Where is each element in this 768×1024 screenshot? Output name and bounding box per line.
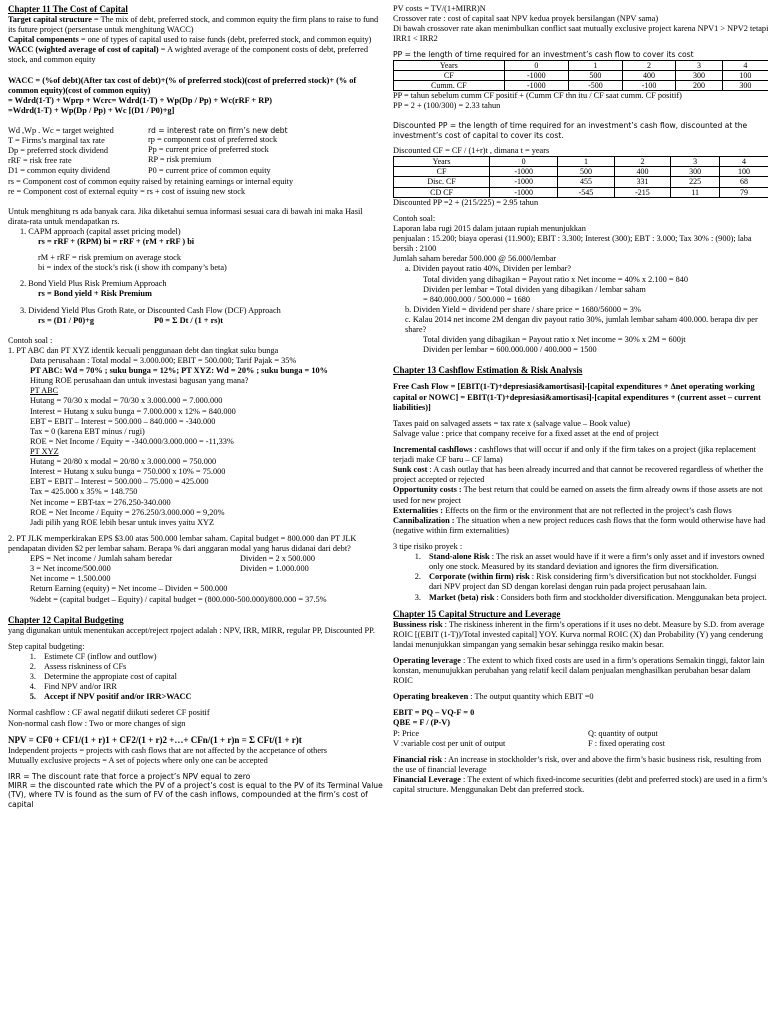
business-risk: Bussiness risk : The riskiness inherent in the firm’s operations if it uses no debt. Measure by S.D. from average ROIC [(EBIT (1-T))/Total invested capital] YOY. Kurva normal ROIC (X) dan Probability (Y) yang cenderung landai menunjukkan simpangan yang semakin besar sehingga resiko makin besar. [393,619,765,649]
example-subheading: PT XYZ [30,447,59,457]
method-capm: 1. CAPM approach (capital asset pricing model) [20,226,181,236]
example-line: 3 = Net income/500.000 [30,564,111,574]
example-line: Dividen = 1.000.000 [240,564,309,574]
table-cell: -100 [622,81,676,91]
breakeven-vars [393,729,768,749]
example-line: Net income = 1.500.000 [30,574,111,584]
example-line: EBT = EBIT – Interest = 500.000 – 75.000 = 425.000 [30,477,209,487]
capm-note-2: bi = index of the stock’s risk (i show ith company’s beta) [38,263,227,273]
pp-table [393,60,768,92]
chapter-15-title: Chapter 15 Capital Structure and Leverage [393,608,561,619]
table-cell: 100 [720,167,768,177]
table-cell: 0 [490,157,558,167]
list-item: 2. Corporate (within firm) risk : Risk considering firm’s diversification but not stockholder. Fungsi dari NPV project dan SD dengan korelasi dengan ruin pada project perusahaan lain. [414,572,757,592]
def: rRF = risk free rate [8,156,72,166]
sunk-cost: Sunk cost : A cash outlay that has been already incurred and that cannot be recovered regardless of whether the project accepted or rejected [393,465,764,485]
example-line: Total dividen yang dibagikan = Payout ratio x Net income = 40% x 2.100 = 840 [423,274,689,284]
salvage-tax: Taxes paid on salvaged assets = tax rate x (salvage value – Book value) [393,418,631,428]
mirr-definition: MIRR = the discounted rate which the PV of a project’s cost is equal to the PV of its Terminal Value (TV), where TV is found as the sum of FV of the cash inflows, compounded at the firm’s cost of capital [8,781,383,809]
nonnormal-cashflow: Non-normal cash flow : Two or more changes of sign [8,718,186,728]
financial-leverage: Financial Leverage : The extent of which fixed-income securities (debt and preferred stock) are used in a firm’s capital structure. Menggunakan Debt dan preferred stock. [393,775,768,795]
example-line: c. Kalau 2014 net income 2M dengan div payout ratio 30%, jumlah lembar saham 400.000. berapa div per share? [405,315,758,335]
dpp-table [393,156,768,198]
example-line: a. Dividen payout ratio 40%, Dividen per lembar? [405,264,572,274]
table-cell: 300 [676,70,722,80]
table-cell: 1 [569,60,623,70]
table-cell: 500 [569,70,623,80]
table-cell: -215 [614,187,671,197]
table-cell: Cumm. CF [394,81,505,91]
example-line: Hitung ROE perusahaan dan untuk investasi bagusan yang mana? [30,376,249,386]
list-item: 1. Stand-alone Risk : The risk an asset would have if it were a firm’s only asset and if investors owned only one stock. Measured by its standard deviation and ignores the firm diversification. [414,552,765,572]
financial-risk: Financial risk : An increase in stockholder’s risk, over and above the firm’s basic business risk, resulting from the use of financial leverage [393,754,762,774]
table-cell: 68 [720,177,768,187]
salvage-value: Salvage value : price that company receive for a fixed asset at the end of project [393,428,659,438]
example-line: Dividen per lembar = 600.000.000 / 400.000 = 1500 [423,345,597,355]
example-line: Jadi pilih yang ROE lebih besar untuk inves yaitu XYZ [30,517,215,527]
table-cell: 400 [622,70,676,80]
example-line: Interest = Hutang x suku bunga = 750.000 x 10% = 75.000 [30,467,226,477]
capm-formula: rs = rRF + (RPM) bi = rRF + (rM + rRF ) bi [38,237,195,247]
example-line: Hutang = 70/30 x modal = 70/30 x 3.000.000 = 7.000.000 [30,396,223,406]
steps-list [8,652,386,703]
example-line: Total dividen yang dibagikan = Payout ratio x Net income = 30% x 2M = 600jt [423,335,686,345]
example-line: Net income = EBT-tax = 276.250-340.000 [30,497,171,507]
table-row [394,70,768,80]
rs-intro: Untuk menghitung rs ada banyak cara. Jika diketahui semua informasi sesuai cara di bawah ini maka Hasil dirata-rata untuk mendapatkan rs. [8,206,363,226]
table-cell: -1000 [490,167,558,177]
table-cell: 3 [671,157,720,167]
left-column [8,4,386,809]
example-line: ROE = Net Income / Equity = -340.000/3.000.000 = -11,33% [30,436,234,446]
opportunity-costs: Opportunity costs : The best return that could be earned on assets the firm already owns if those assets are not used for new project [393,485,763,505]
right-column [393,4,768,795]
example-2: 2. PT JLK memperkirakan EPS $3.00 atas 500.000 lembar saham. Capital budget = 800.000 dan PT JLK pendapatan dividen $2 per lembar saham. Berapa % dari anggaran modal yang harus didanai dari debt? [8,533,357,553]
def: T = Firms’s marginal tax rate [8,136,105,146]
list-item: 2. Assess riskniness of CFs [29,661,127,671]
risk-list [393,552,768,603]
example-line: Jumlah saham beredar 500.000 @ 56.000/lembar [393,254,557,264]
table-cell: 2 [614,157,671,167]
capital-components: Capital components = one of types of capital used to raise funds (debt, preferred stock, and common equity) [8,35,372,45]
table-cell: CD CF [394,187,490,197]
table-cell: 2 [622,60,676,70]
example-line: Dividen = 2 x 500.000 [240,554,315,564]
crossover-rate: Crossover rate : cost of capital saat NPV kedua proyek bersilangan (NPV sama) [393,14,659,24]
dcf-formula: rs = (D1 / P0)+g P0 = Σ Dt / (1 + rs)t [38,315,224,325]
table-cell: 3 [676,60,722,70]
def: RP = risk premium [148,155,212,165]
table-cell: CF [394,70,505,80]
table-cell: -1000 [490,187,558,197]
fcf-formula: Free Cash Flow = [EBIT(1-T)+depresiasi&amortisasi]-[capital expenditures + Δnet operating working capital or NOWC] = EBIT(1-T)+depresiasi&amortisasi]-[capital expenditures + (current asset – current liabilities)] [393,382,761,412]
list-item: 3. Market (beta) risk : Considers both firm and stockholder diversification. Menggunakan beta project. [414,592,767,602]
method-bond-yield: 2. Bond Yield Plus Risk Premium Approach [20,279,167,289]
def: Wd ,Wp . Wc = target weighted [8,125,114,135]
def-rs: rs = Component cost of common equity raised by retaining earnings or internal equity [8,176,294,186]
def: P0 = current price of common equity [148,165,271,175]
example-line: = 840.000.000 / 500.000 = 1680 [423,294,531,304]
dcf-formula: Discounted CF = CF / (1+r)t , dimana t = years [393,145,550,155]
example-line: penjualan : 15.200; biaya operasi (11.900); EBIT : 3.300; Interest (300); EBT : 3.000; Tax 30% : (900); laba bersih : 2100 [393,234,752,254]
table-cell: 300 [671,167,720,177]
example-line: Hutang = 20/80 x modal = 20/80 x 3.000.000 = 750.000 [30,457,217,467]
table-row [394,177,768,187]
ebit-formula: EBIT = PQ – VQ-F = 0 [393,708,475,718]
example-line: ROE = Net Income / Equity = 276.250/3.000.000 = 9,20% [30,507,225,517]
table-cell: 11 [671,187,720,197]
example-line: EBT = EBIT – Interest = 500.000 – 840.000 = -340.000 [30,416,216,426]
pp-note: PP = tahun sebelum cumm CF positif + (Cumm CF thn itu / CF saat cumm. CF positif) [393,91,682,101]
example-line: Tax = 425.000 x 35% = 148.750 [30,487,138,497]
qbe-formula: QBE = F / (P-V) [393,718,450,728]
table-cell: Disc. CF [394,177,490,187]
dpp-definition: Discounted PP = the length of time required for an investment’s cash flow, discounted at the investment’s cost of capital to cover its cost. [393,121,748,140]
table-cell: 79 [720,187,768,197]
wacc-formula-2: = Wdrd(1-T) + Wprp + Wcrc= Wdrd(1-T) + Wp(Dp / Pp) + Wc(rRF + RP) [8,95,273,105]
var-def: Q: quantity of output [588,728,658,738]
ch12-intro: yang digunakan untuk menentukan accept/reject rpoject adalah : NPV, IRR, MIRR, regular PP, Discounted PP. [8,625,375,635]
example-2-calc [8,554,386,574]
list-item: 5. Accept if NPV positif and/or IRR>WACC [29,692,192,702]
table-cell: 500 [558,167,615,177]
npv-formula: NPV = CF0 + CF1/(1 + r)1 + CF2/(1 + r)2 +…+ CFn/(1 + r)n = Σ CFt/(1 + r)t [8,734,302,745]
target-capital-structure: Target capital structure = The mix of debt, preferred stock, and common equity the firm plans to raise to fund its future project (persentase untuk menghitung WACC) [8,14,379,35]
example-line: PT ABC: Wd = 70% ; suku bunga = 12%; PT XYZ: Wd = 20% ; suku bunga = 10% [30,366,328,376]
example-line: Dividen per lembar = Total dividen yang dibagikan / lembar saham [423,284,646,294]
risk-types-title: 3 tipe risiko proyek : [393,541,463,551]
independent-projects: Independent projects = projects with cash flows that are not affected by the accpetance of others [8,745,327,755]
table-cell: CF [394,167,490,177]
capm-note-1: rM + rRF = risk premium on average stock [38,253,182,263]
example-line: Laporan laba rugi 2015 dalam jutaan rupiah menunjukkan [393,224,586,234]
table-cell: 455 [558,177,615,187]
def: Pp = current price of preferred stock [148,145,269,155]
def: rd = interest rate on firm’s new debt [148,125,288,135]
example-line: EPS = Net income / Jumlah saham beredar [30,554,173,564]
example-subheading: PT ABC [30,386,59,396]
list-item: 4. Find NPV and/or IRR [29,682,117,692]
bond-yield-formula: rs = Bond yield + Risk Premium [38,289,152,299]
table-cell: 400 [614,167,671,177]
def: Dp = preferred stock dividend [8,146,109,156]
irr-definition: IRR = The discount rate that force a project’s NPV equal to zero [8,771,251,781]
var-def: V :variable cost per unit of output [393,738,506,748]
table-cell: -1000 [504,81,569,91]
table-row [394,81,768,91]
table-cell: 331 [614,177,671,187]
chapter-11-title: Chapter 11 The Cost of Capital [8,4,128,14]
example-line: Tax = 0 (karena EBT minus / rugi) [30,426,145,436]
example-title: Contoh soal: [393,213,436,223]
def-re: re = Component cost of external equity = rs + cost of issuing new stock [8,186,246,196]
table-cell: 200 [676,81,722,91]
def: rp = component cost of preferred stock [148,135,278,145]
list-item: 3. Determine the appropiate cost of capital [29,672,177,682]
operating-leverage: Operating leverage : The extent to which fixed costs are used in a firm’s operations Semakin tinggi, faktor lain konstan, menunujukkan perubahan yang relatif kecil dalam penjualan menghasilkan perubahan besar dalam ROIC [393,655,765,686]
pp-calc: PP = 2 + (100/300) = 2.33 tahun [393,101,501,111]
table-cell: 0 [504,60,569,70]
method-dcf: 3. Dividend Yield Plus Groth Rate, or Discounted Cash Flow (DCF) Approach [20,305,281,315]
pp-definition: PP = the length of time required for an investment’s cash flow to cover its cost [393,50,694,60]
variable-definitions [8,126,386,177]
table-cell: 4 [722,60,768,70]
example-line: Data perusahaan : Total modal = 3.000.000; EBIT = 500.000; Tarif Pajak = 35% [30,356,297,366]
var-def: F : fixed operating cost [588,738,665,748]
def: D1 = common equity dividend [8,166,110,176]
incremental-cashflows: Incremental cashflows : cashflows that will occur if and only if the firm takes on a project (jika replacement terjadi make CF baru – CF lama) [393,444,756,465]
table-cell: 225 [671,177,720,187]
table-cell: Years [394,157,490,167]
table-cell: -545 [558,187,615,197]
crossover-note: Di bawah crossover rate akan menimbulkan conflict saat mutually exclusive project karena NPV1 > NPV2 tetapi IRR1 < IRR2 [393,24,768,44]
table-row [394,187,768,197]
table-cell: 100 [722,70,768,80]
operating-breakeven: Operating breakeven : The output quantity which EBIT =0 [393,692,594,702]
wacc-formula-3: =Wdrd(1-T) + Wp(Dp / Pp) + Wc [(D1 / P0)+g] [8,105,175,115]
wacc-definition: WACC (wighted average of cost of capital) = A wighted average of the component costs of debt, preferred stock, and common equity [8,45,368,65]
mutually-exclusive: Mutually exclusive projects = A set of pojects where only one can be accepted [8,755,268,765]
dpp-calc: Discounted PP =2 + (215/225) = 2.95 tahun [393,197,539,207]
example-line: Interest = Hutang x suku bunga = 7.000.000 x 12% = 840.000 [30,406,236,416]
example-line: b. Dividen Yield = dividend per share / share price = 1680/56000 = 3% [405,304,641,314]
table-cell: 300 [722,81,768,91]
table-cell: -500 [569,81,623,91]
var-def: P: Price [393,728,420,738]
pv-costs: PV costs = TV/(1+MIRR)N [393,4,486,13]
example-1: 1. PT ABC dan PT XYZ identik kecuali penggunaan debt dan tingkat suku bunga [8,345,279,355]
table-cell: Years [394,60,505,70]
chapter-13-title: Chapter 13 Cashflow Estimation & Risk Analysis [393,365,583,376]
example-line: %debt = (capital budget – Equity) / capital budget = (800.000-500.000)/800.000 = 37.5% [30,594,327,604]
table-row [394,167,768,177]
wacc-formula: WACC = (%of debt)(After tax cost of debt)+(% of preferred stock)(cost of preferred stock)+ (% of common equity)(cost of common equity) [8,75,357,95]
chapter-12-title: Chapter 12 Capital Budgeting [8,614,124,625]
externalities: Externalities : Effects on the firm or the environment that are not reflected in the project’s cash flows [393,505,732,515]
table-header-row [394,157,768,167]
example-line: Return Earning (equity) = Net income – Dividen = 500.000 [30,584,228,594]
table-cell: -1000 [504,70,569,80]
table-cell: 1 [558,157,615,167]
table-cell: 4 [720,157,768,167]
steps-title: Step capital budgeting: [8,641,85,651]
normal-cashflow: Normal cashflow : CF awal negatif diikuti sederet CF positif [8,708,210,718]
table-header-row [394,60,768,70]
table-cell: -1000 [490,177,558,187]
example-title: Contoh soal : [8,335,53,345]
cannibalization: Cannibalization : The situation when a new project reduces cash flows that the form would otherwise have had (negative within firm externalities) [393,515,766,535]
list-item: 1. Estimete CF (inflow and outflow) [29,651,157,661]
